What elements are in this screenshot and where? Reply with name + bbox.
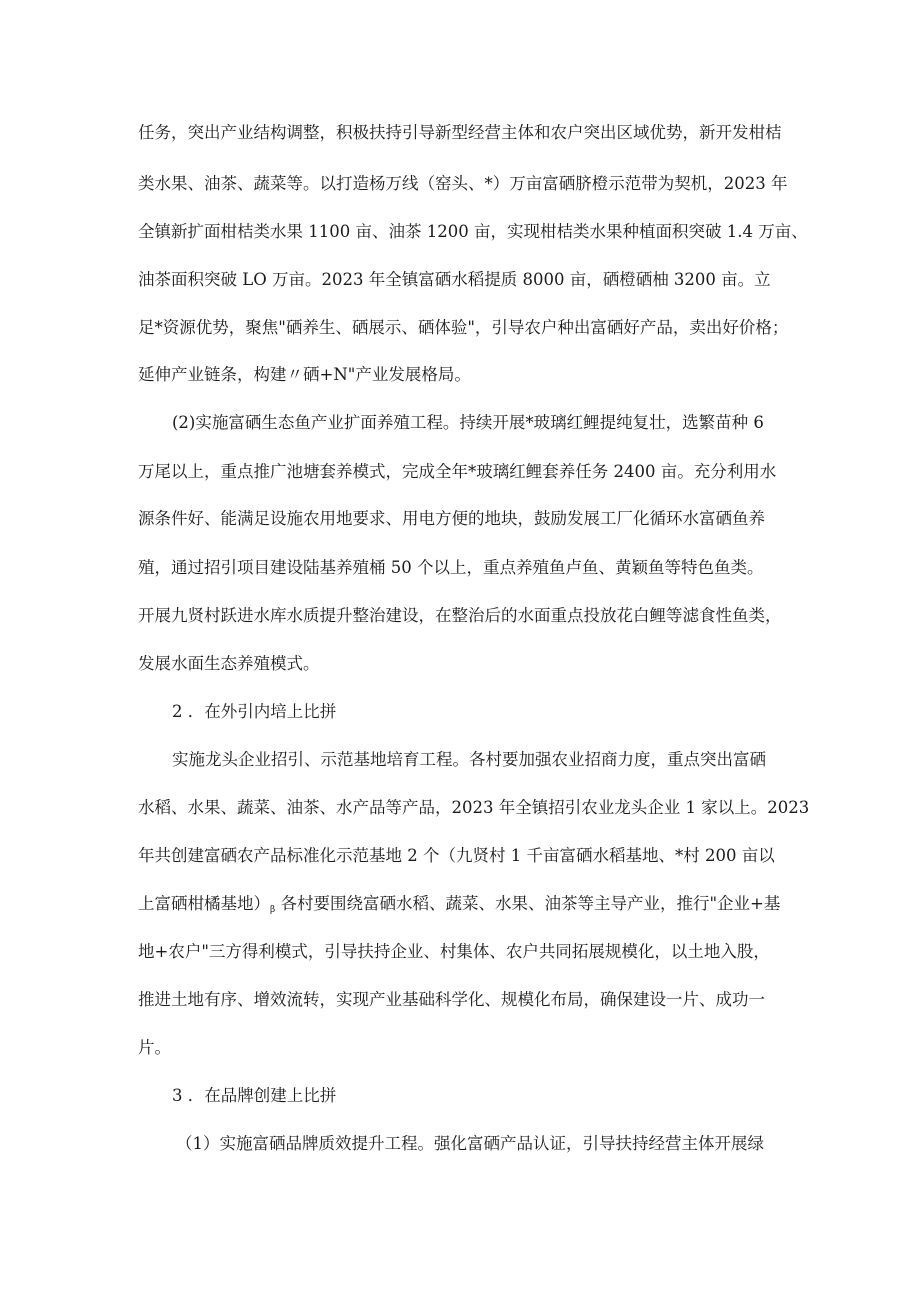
paragraph-3-line-7: 片。	[138, 1038, 171, 1057]
paragraph-1-line-2: 类水果、油茶、蔬菜等。以打造杨万线（窑头、*）万亩富硒脐橙示范带为契机，2023 年	[138, 174, 788, 193]
paragraph-4-line-1: （1）实施富硒品牌质效提升工程。强化富硒产品认证，引导扶持经营主体开展绿	[176, 1134, 764, 1153]
paragraph-3-line-4-text-a: 上富硒柑橘基地）	[138, 894, 270, 913]
paragraph-2-line-3: 源条件好、能满足设施农用地要求、用电方便的地块，鼓励发展工厂化循环水富硒鱼养	[138, 509, 765, 528]
paragraph-3-line-1: 实施龙头企业招引、示范基地培育工程。各村要加强农业招商力度，重点突出富硒	[172, 750, 766, 769]
paragraph-3-line-4-text-b: 各村要围绕富硒水稻、蔬菜、水果、油茶等主导产业，推行"企业+基	[280, 894, 781, 913]
paragraph-3-line-2: 水稻、水果、蔬菜、油茶、水产品等产品，2023 年全镇招引农业龙头企业 1 家以上。2023	[138, 798, 810, 817]
section-heading-3: 3 ．在品牌创建上比拼	[172, 1086, 337, 1105]
paragraph-1-line-3: 全镇新扩面柑桔类水果 1100 亩、油茶 1200 亩，实现柑桔类水果种植面积突破 1.4 万亩、	[138, 222, 808, 241]
paragraph-3-line-4	[138, 893, 798, 921]
paragraph-1-line-5: 足*资源优势，聚焦"硒养生、硒展示、硒体验"，引导农户种出富硒好产品，卖出好价格；	[138, 318, 789, 337]
paragraph-3-line-5: 地+农户"三方得利模式，引导扶持企业、村集体、农户共同拓展规模化，以土地入股，	[138, 942, 770, 961]
paragraph-3-line-6: 推进土地有序、增效流转，实现产业基础科学化、规模化布局，确保建设一片、成功一	[138, 990, 765, 1009]
paragraph-1-line-6: 延伸产业链条，构建〃硒+N"产业发展格局。	[138, 365, 471, 384]
paragraph-1-line-4: 油茶面积突破 LO 万亩。2023 年全镇富硒水稻提质 8000 亩，硒橙硒柚 3200 亩。立	[138, 270, 771, 289]
paragraph-2-line-1: (2)实施富硒生态鱼产业扩面养殖工程。持续开展*玻璃红鲤提纯复壮，选繁苗种 6	[172, 413, 764, 432]
subscript-mark: β	[270, 905, 276, 915]
paragraph-3-line-3: 年共创建富硒农产品标准化示范基地 2 个（九贤村 1 千亩富硒水稻基地、*村 200 亩以	[138, 846, 775, 865]
paragraph-2-line-5: 开展九贤村跃进水库水质提升整治建设，在整治后的水面重点投放花白鲤等滤食性鱼类，	[138, 606, 782, 625]
section-heading-2: 2 ．在外引内培上比拼	[172, 702, 337, 721]
paragraph-2-line-4: 殖，通过招引项目建设陆基养殖桶 50 个以上，重点养殖鱼卢鱼、黄颖鱼等特色鱼类。	[138, 558, 764, 577]
paragraph-2-line-6: 发展水面生态养殖模式。	[138, 654, 320, 673]
paragraph-2-line-2: 万尾以上，重点推广池塘套养模式，完成全年*玻璃红鲤套养任务 2400 亩。充分利用水	[138, 462, 777, 481]
paragraph-1-line-1: 任务，突出产业结构调整，积极扶持引导新型经营主体和农户突出区域优势，新开发柑桔	[138, 123, 782, 142]
